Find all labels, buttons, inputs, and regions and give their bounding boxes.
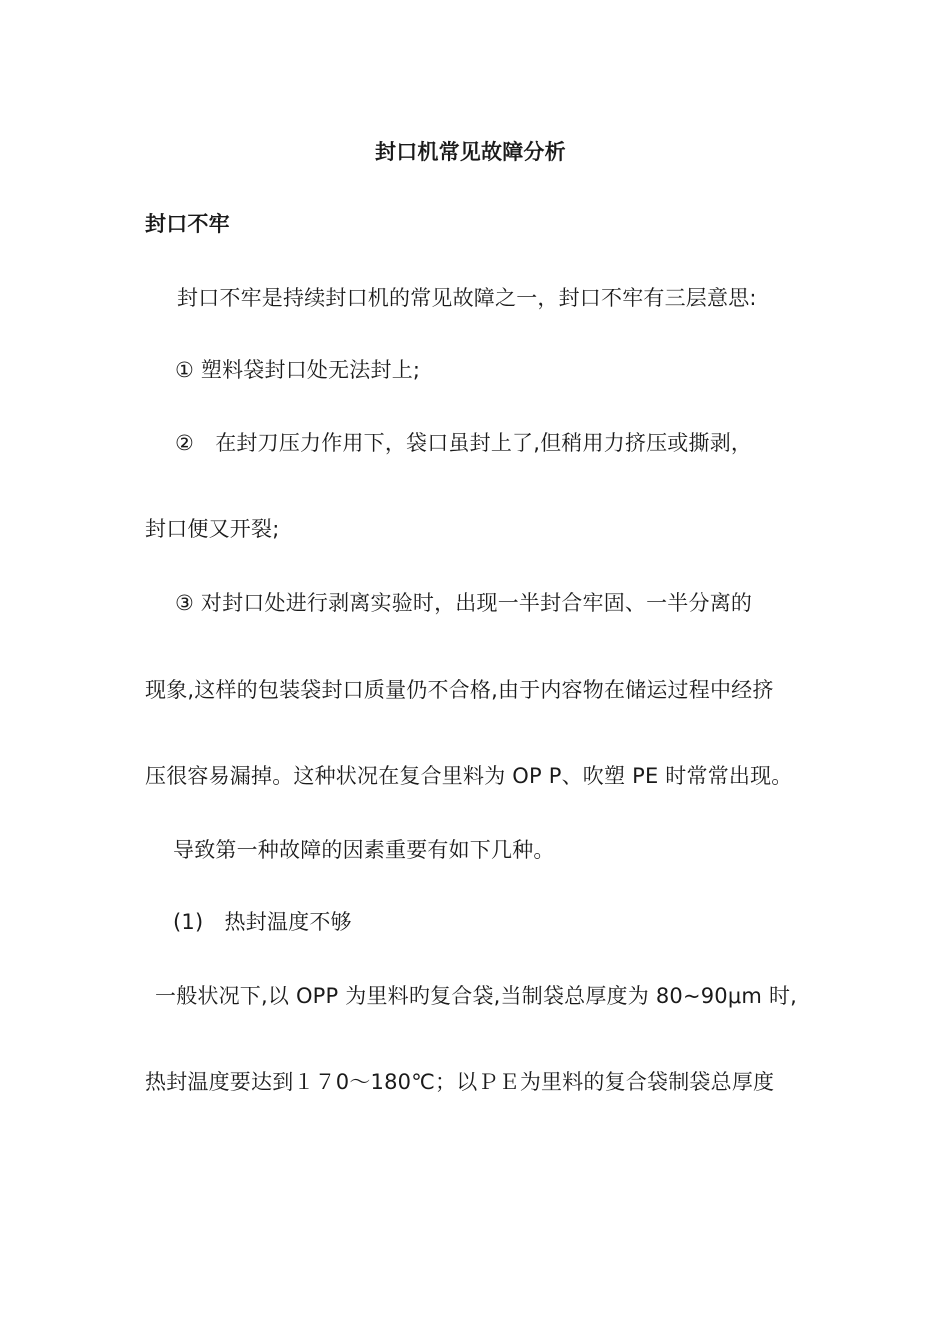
paragraph-line: (1) 热封温度不够	[173, 910, 352, 934]
paragraph-line: ② 在封刀压力作用下，袋口虽封上了,但稍用力挤压或撕剥，	[175, 431, 753, 455]
section-heading: 封口不牢	[145, 212, 230, 236]
paragraph-line: 封口便又开裂;	[145, 517, 280, 541]
paragraph-line: ③ 对封口处进行剥离实验时，出现一半封合牢固、一半分离的	[175, 591, 753, 615]
document-title: 封口机常见故障分析	[375, 140, 566, 164]
paragraph-line: 现象,这样的包装袋封口质量仍不合格,由于内容物在储运过程中经挤	[145, 678, 774, 702]
paragraph-line: 导致第一种故障的因素重要有如下几种。	[173, 838, 555, 862]
paragraph-line: ① 塑料袋封口处无法封上;	[175, 358, 421, 382]
paragraph-line: 封口不牢是持续封口机的常见故障之一，封口不牢有三层意思:	[177, 286, 757, 310]
paragraph-line: 热封温度要达到１７0～180℃；以ＰＥ为里料的复合袋制袋总厚度	[145, 1070, 775, 1094]
paragraph-line: 一般状况下,以 OPP 为里料旳复合袋,当制袋总厚度为 80~90μm 时,	[155, 984, 798, 1008]
paragraph-line: 压很容易漏掉。这种状况在复合里料为 OP P、吹塑 PE 时常常出现。	[145, 764, 793, 788]
